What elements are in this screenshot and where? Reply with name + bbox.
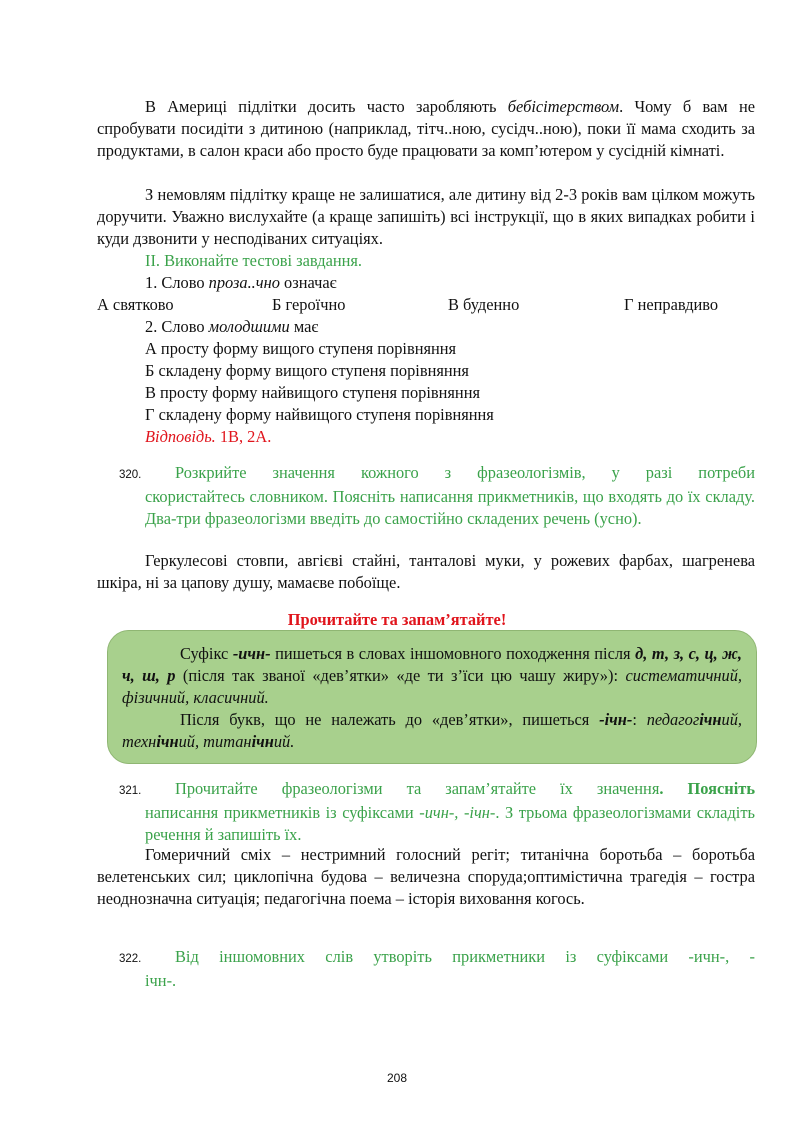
page-number: 208 (386, 1071, 408, 1085)
rule-paragraph-1: Суфікс -ичн- пишеться в словах іншомовного походження після д, т, з, с, ц, ж, ч, ш, р (після так званої «дев’ятки» «де ти з’їси цю чашу жиру»): систематичний, фізичний, класичний. (122, 644, 743, 707)
question-2-option-b: Б складену форму вищого ступеня порівняння (145, 361, 469, 380)
question-2: 2. Слово молодшими має (145, 317, 319, 336)
exercise-320-text: Геркулесові стовпи, авгієві стайні, танталові муки, у рожевих фарбах, шагренева шкіра, ні за цапову душу, мамаєве побоїще. (97, 551, 755, 592)
question-1-options (97, 294, 757, 316)
exercise-320-task: 320. Розкрийте значення кожного з фразеологізмів, у разі потреби скористайтесь словником. Поясніть написання прикметників, що входять до їх складу. Два-три фразеологізми введіть до самостійно складених речень (усно). (97, 462, 755, 530)
rule-box (107, 630, 757, 764)
option-c: В буденно (448, 295, 520, 314)
answer-line: Відповідь. 1В, 2А. (145, 427, 272, 446)
question-1: 1. Слово проза..чно означає (145, 273, 337, 292)
exercise-number: 321. (119, 785, 142, 797)
exercise-322-task: 322. Від іншомовних слів утворіть прикметники із суфіксами -ичн-, - ічн-. (97, 946, 755, 992)
exercise-321-text: Гомеричний сміх – нестримний голосний регіт; титанічна боротьба – боротьба велетенських сил; циклопічна будова – величезна споруда;оптимістична трагедія – гостра неоднозначна ситуація; педагогічна поема – історія виховання когось. (97, 845, 755, 908)
rule-title: Прочитайте та запам’ятайте! (287, 610, 507, 629)
rule-paragraph-2: Після букв, що не належать до «дев’ятки», пишеться -ічн-: педагогічний, технічний, титанічний. (122, 710, 742, 751)
question-2-option-d: Г складену форму найвищого ступеня порівняння (145, 405, 494, 424)
question-2-option-c: В просту форму найвищого ступеня порівняння (145, 383, 481, 402)
exercise-number: 322. (119, 953, 142, 965)
exercise-321-task: 321. Прочитайте фразеологізми та запам’ятайте їх значення. Поясніть написання прикметників із суфіксами -ичн-, -ічн-. З трьома фразеологізмами складіть речення й запишіть їх. (97, 778, 755, 846)
exercise-number: 320. (119, 469, 142, 481)
option-a: А святково (97, 295, 174, 314)
option-b: Б героїчно (272, 295, 346, 314)
question-2-option-a: А просту форму вищого ступеня порівняння (145, 339, 457, 358)
test-heading: ІІ. Виконайте тестові завдання. (145, 251, 363, 270)
paragraph-babysitting: В Америці підлітки досить часто заробляють бебісітерством. Чому б вам не спробувати посидіти з дитиною (наприклад, тітч..ною, сусідч..ною), поки її мама сходить за продуктами, в салон краси або просто буде працювати за комп’ютером у сусідній кімнаті. (97, 97, 755, 160)
option-d: Г неправдиво (624, 295, 719, 314)
paragraph-infants: З немовлям підлітку краще не залишатися, але дитину від 2-3 років вам цілком можуть доручити. Уважно вислухайте (а краще запишіть) всі інструкції, що в яких випадках робити і куди дзвонити у несподіваних ситуаціях. (97, 185, 755, 248)
